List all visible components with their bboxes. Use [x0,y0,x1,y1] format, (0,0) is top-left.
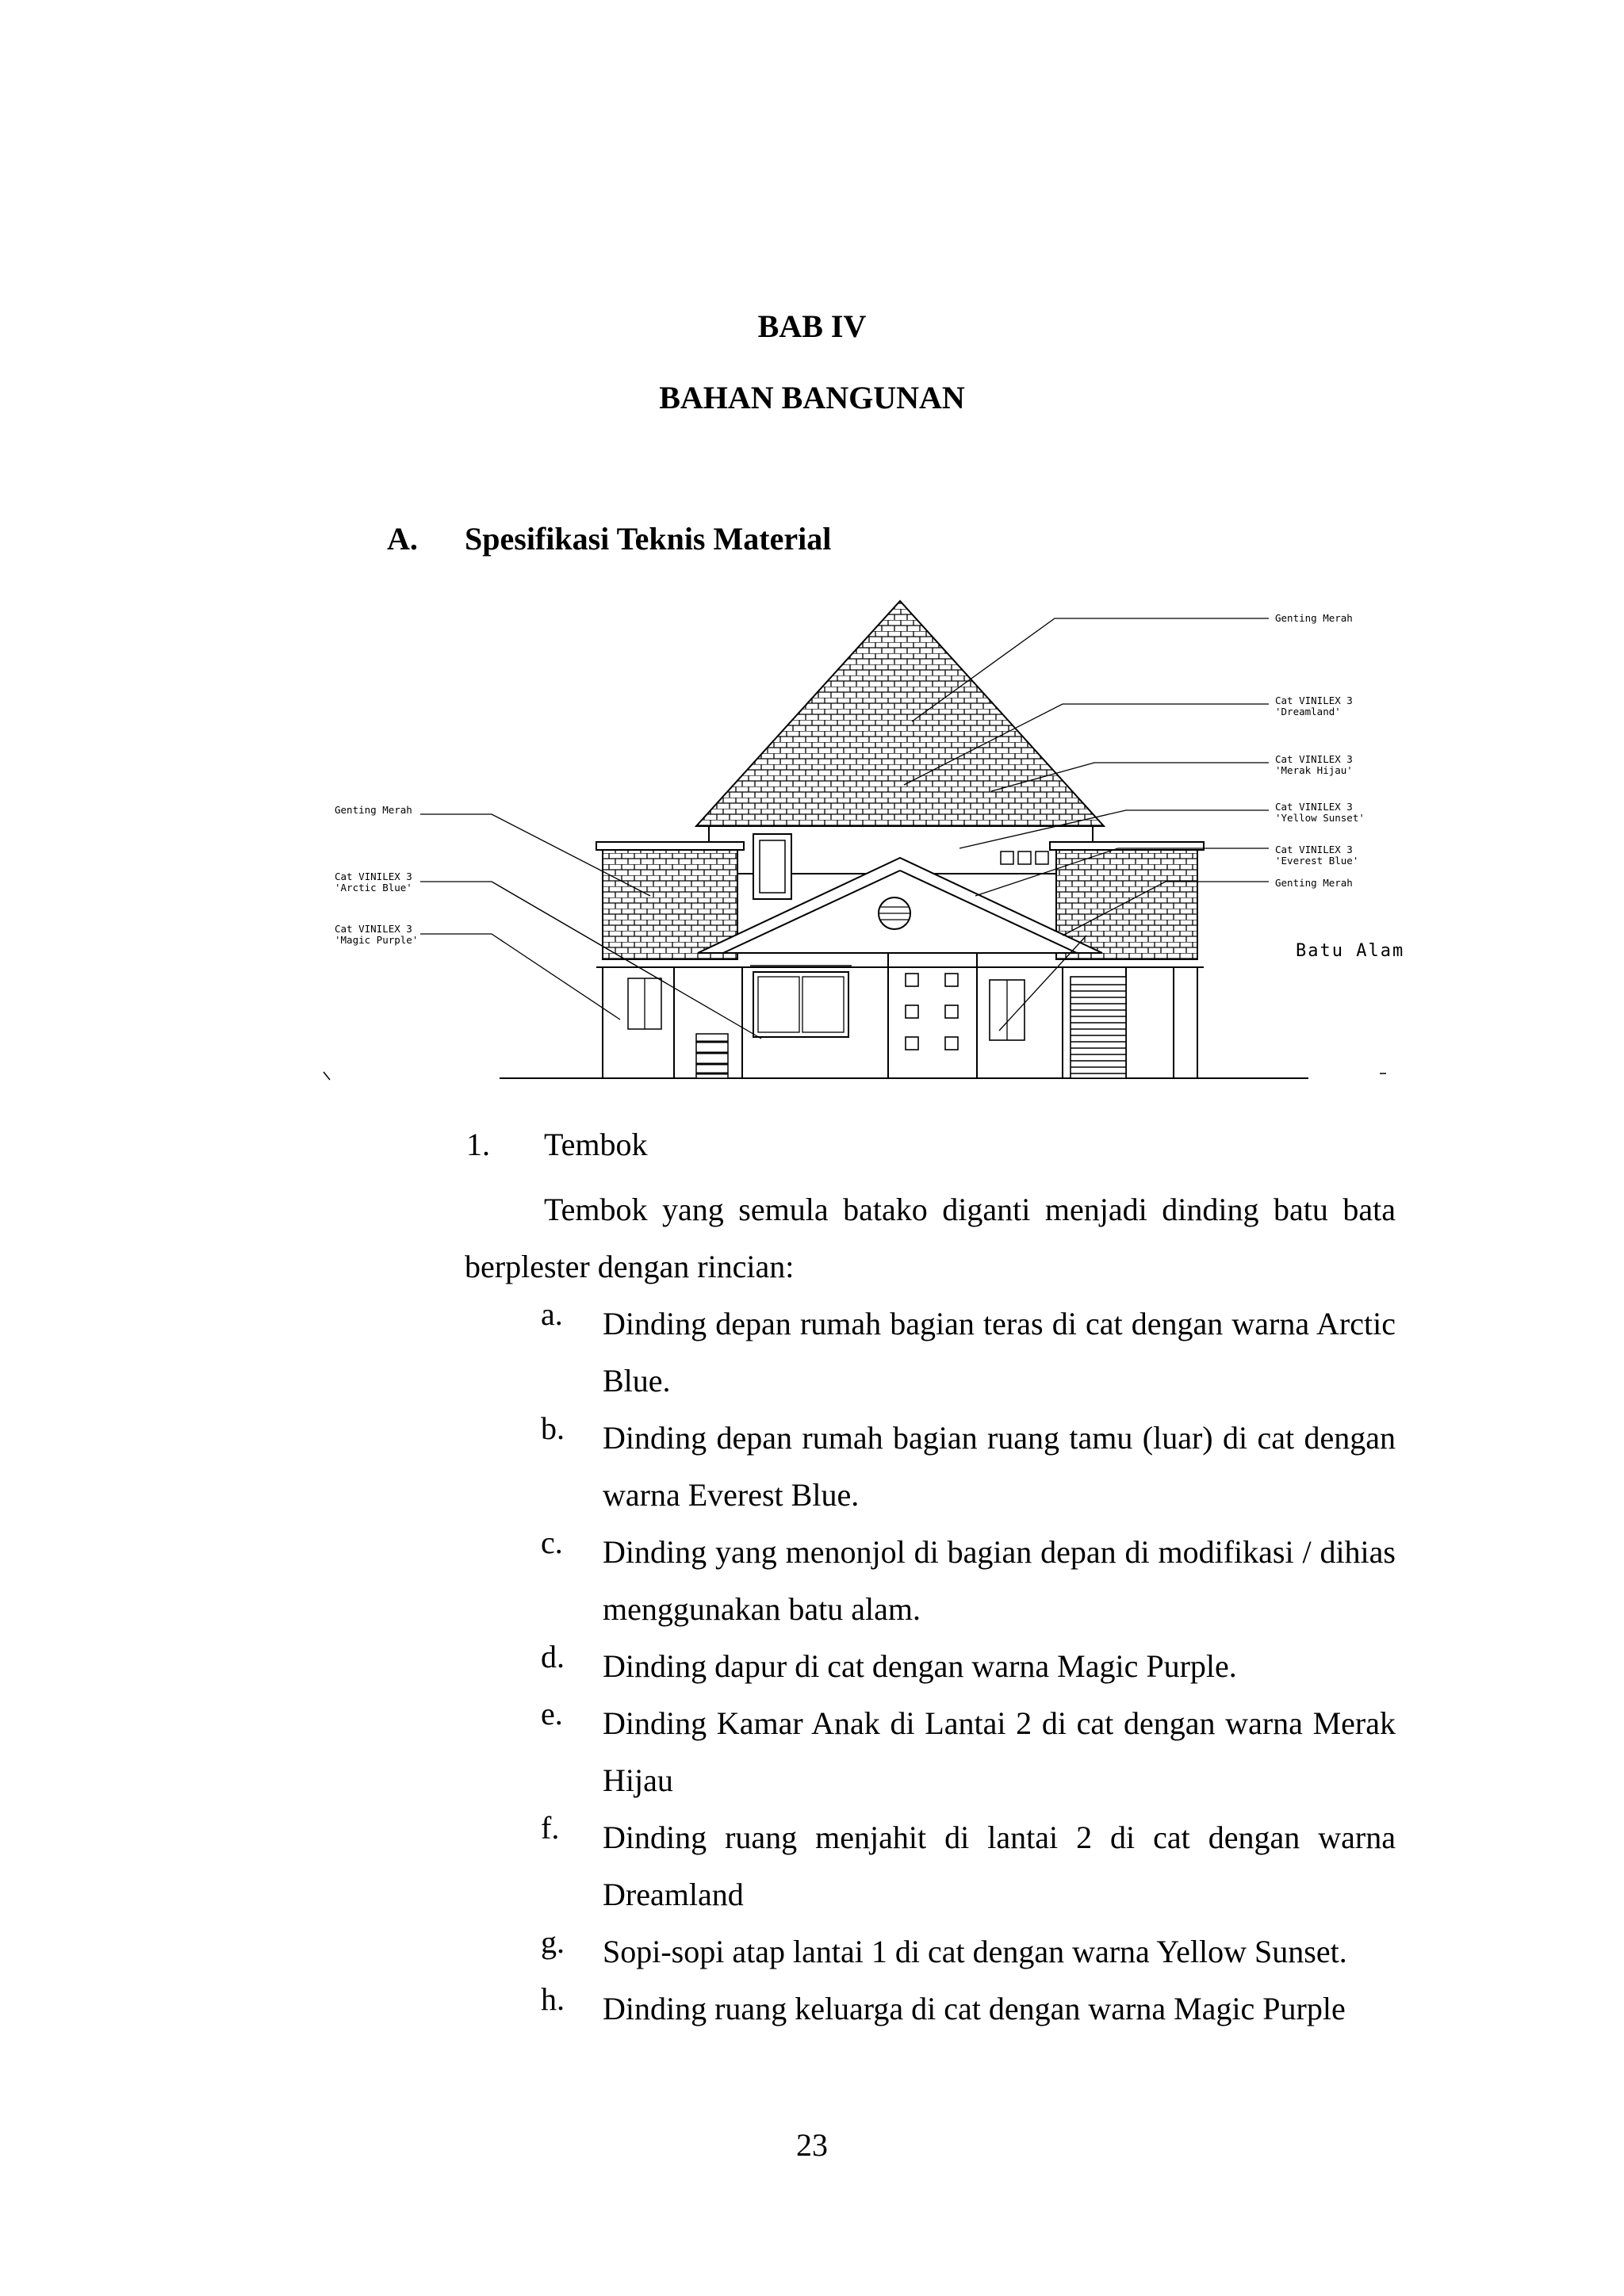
section-title: Spesifikasi Teknis Material [465,521,832,557]
svg-text:'Merak Hijau': 'Merak Hijau' [1275,764,1353,776]
section-letter: A. [387,521,418,557]
svg-text:Cat VINILEX 3: Cat VINILEX 3 [1275,695,1353,706]
list-item: e. Dinding Kamar Anak di Lantai 2 di cat dengan warna Merak Hijau [541,1696,1396,1798]
left-lower-roof [603,848,737,959]
item-title: Tembok [544,1127,648,1162]
wall-specification-list [465,1295,1396,2038]
chapter-heading: BAB IV [757,308,867,344]
upper-roof [696,601,1104,826]
svg-text:'Everest Blue': 'Everest Blue' [1275,855,1359,867]
list-item: g. Sopi-sopi atap lantai 1 di cat dengan warna Yellow Sunset. [541,1924,1347,1969]
svg-text:'Arctic Blue': 'Arctic Blue' [335,882,412,894]
house-elevation-figure [301,587,1443,1094]
svg-text:Cat VINILEX 3: Cat VINILEX 3 [1275,753,1353,765]
label-genting-merah-top: Genting Merah [1275,612,1353,624]
list-item: c. Dinding yang menonjol di bagian depan di modifikasi / dihias menggunakan batu alam. [541,1525,1396,1627]
svg-text:Cat VINILEX 3: Cat VINILEX 3 [1275,801,1353,813]
chapter-title: BAHAN BANGUNAN [659,380,965,415]
intro-paragraph: Tembok yang semula batako diganti menjadi dinding batu bata berplester dengan rincian: [465,1192,1396,1284]
list-item: h. Dinding ruang keluarga di cat dengan warna Magic Purple [541,1981,1346,2026]
list-item: d. Dinding dapur di cat dengan warna Magic Purple. [541,1639,1237,1684]
svg-text:Genting Merah: Genting Merah [1275,877,1353,889]
svg-text:Cat VINILEX 3: Cat VINILEX 3 [1275,844,1353,855]
list-item: b. Dinding depan rumah bagian ruang tamu (luar) di cat dengan warna Everest Blue. [541,1410,1396,1513]
svg-text:'Yellow Sunset': 'Yellow Sunset' [1275,812,1365,824]
svg-text:Cat VINILEX 3: Cat VINILEX 3 [335,923,412,935]
list-item: a. Dinding depan rumah bagian teras di cat dengan warna Arctic Blue. [541,1296,1396,1399]
svg-text:Genting Merah: Genting Merah [335,804,412,816]
svg-text:Cat VINILEX 3: Cat VINILEX 3 [335,871,412,882]
stairs [696,1034,728,1078]
svg-text:'Dreamland': 'Dreamland' [1275,706,1341,718]
label-batu-alam: Batu Alam [1296,941,1405,961]
page-number: 23 [796,2127,828,2163]
garage-door [1071,977,1126,1078]
list-item: f. Dinding ruang menjahit di lantai 2 di cat dengan warna Dreamland [541,1810,1396,1912]
svg-text:'Magic Purple': 'Magic Purple' [335,934,419,946]
item-number: 1. [466,1127,490,1162]
